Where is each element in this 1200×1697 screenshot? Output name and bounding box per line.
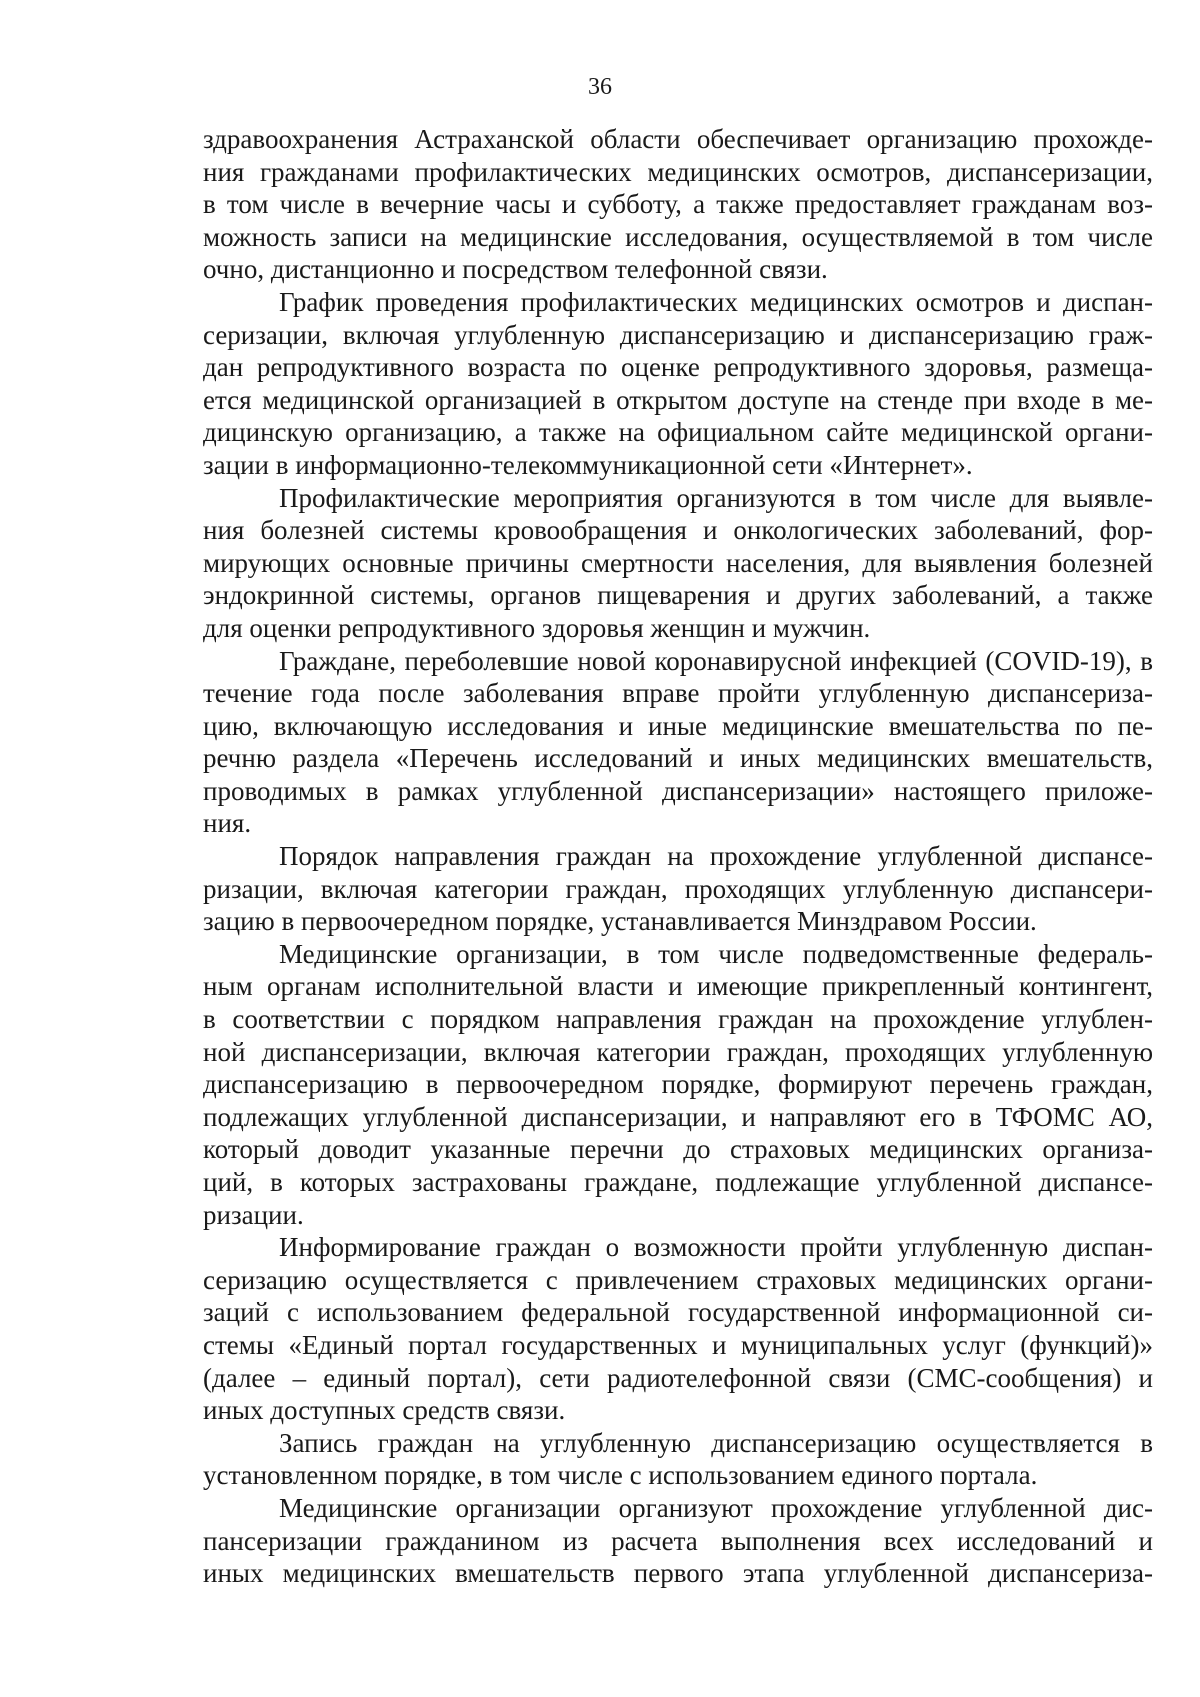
text-line: иных доступных средств связи.: [203, 1395, 566, 1426]
text-line: течение года после заболевания вправе пройти углубленную диспансериза-: [203, 678, 1153, 709]
text-line: который доводит указанные перечни до страховых медицинских организа-: [203, 1134, 1153, 1165]
text-line: проводимых в рамках углубленной диспансеризации» настоящего приложе-: [203, 775, 1153, 806]
text-line: речню раздела «Перечень исследований и иных медицинских вмешательств,: [203, 743, 1153, 774]
text-line: можность записи на медицинские исследования, осуществляемой в том числе: [203, 221, 1153, 252]
text-line: Порядок направления граждан на прохождение углубленной диспансе-: [279, 841, 1153, 872]
text-line: для оценки репродуктивного здоровья женщин и мужчин.: [203, 612, 871, 643]
paragraph: [203, 645, 1153, 841]
text-line: установленном порядке, в том числе с использованием единого портала.: [203, 1460, 1038, 1491]
text-line: диспансеризацию в первоочередном порядке, формируют перечень граждан,: [203, 1069, 1153, 1100]
text-line: в том числе в вечерние часы и субботу, а также предоставляет гражданам воз-: [203, 189, 1153, 220]
paragraph: [203, 840, 1153, 938]
text-line: ной диспансеризации, включая категории граждан, проходящих углубленную: [203, 1036, 1153, 1067]
text-line: Граждане, переболевшие новой коронавирусной инфекцией (COVID-19), в: [279, 645, 1153, 676]
page-number: 36: [588, 74, 612, 100]
text-line: дицинскую организацию, а также на официальном сайте медицинской органи-: [203, 417, 1153, 448]
text-line: ния гражданами профилактических медицинских осмотров, диспансеризации,: [203, 156, 1153, 187]
paragraph: [203, 123, 1153, 286]
text-line: заций с использованием федеральной государственной информационной си-: [203, 1297, 1153, 1328]
text-line: здравоохранения Астраханской области обеспечивает организацию прохожде-: [203, 124, 1153, 154]
text-line: серизацию осуществляется с привлечением страховых медицинских органи-: [203, 1264, 1153, 1295]
text-line: иных медицинских вмешательств первого этапа углубленной диспансериза-: [203, 1558, 1153, 1589]
paragraph: [203, 1231, 1153, 1427]
text-line: Информирование граждан о возможности пройти углубленную диспан-: [279, 1232, 1153, 1263]
text-line: График проведения профилактических медицинских осмотров и диспан-: [279, 286, 1153, 317]
text-line: Медицинские организации, в том числе подведомственные федераль-: [279, 938, 1153, 969]
paragraph: [203, 286, 1153, 482]
text-line: эндокринной системы, органов пищеварения и других заболеваний, а также: [203, 580, 1153, 611]
text-line: стемы «Единый портал государственных и муниципальных услуг (функций)»: [203, 1329, 1153, 1360]
text-line: (далее – единый портал), сети радиотелефонной связи (СМС-сообщения) и: [203, 1362, 1153, 1393]
text-line: ется медицинской организацией в открытом доступе на стенде при входе в ме-: [203, 384, 1153, 415]
text-line: ния болезней системы кровообращения и онкологических заболеваний, фор-: [203, 515, 1153, 546]
text-line: Запись граждан на углубленную диспансеризацию осуществляется в: [279, 1427, 1153, 1458]
text-line: Профилактические мероприятия организуются в том числе для выявле-: [279, 482, 1153, 513]
text-line: ций, в которых застрахованы граждане, подлежащие углубленной диспансе-: [203, 1167, 1153, 1197]
text-line: зацию в первоочередном порядке, устанавливается Минздравом России.: [203, 906, 1037, 937]
text-line: ризации.: [203, 1199, 304, 1230]
text-line: ния.: [203, 808, 252, 839]
text-line: в соответствии с порядком направления граждан на прохождение углублен-: [203, 1004, 1153, 1035]
text-line: подлежащих углубленной диспансеризации, и направляют его в ТФОМС АО,: [203, 1101, 1153, 1132]
paragraph: [203, 938, 1153, 1231]
text-line: цию, включающую исследования и иные медицинские вмешательства по пе-: [203, 710, 1153, 741]
paragraph: [203, 1492, 1153, 1590]
text-line: мирующих основные причины смертности населения, для выявления болезней: [203, 547, 1153, 578]
text-line: Медицинские организации организуют прохождение углубленной дис-: [279, 1492, 1153, 1523]
body-text: [203, 123, 1153, 1590]
text-line: ным органам исполнительной власти и имеющие прикрепленный контингент,: [203, 971, 1153, 1002]
text-line: дан репродуктивного возраста по оценке репродуктивного здоровья, размеща-: [203, 352, 1153, 383]
text-line: очно, дистанционно и посредством телефонной связи.: [203, 254, 828, 285]
text-line: ризации, включая категории граждан, проходящих углубленную диспансери-: [203, 873, 1153, 904]
paragraph: [203, 482, 1153, 645]
paragraph: [203, 1427, 1153, 1492]
text-line: пансеризации гражданином из расчета выполнения всех исследований и: [203, 1525, 1153, 1556]
text-line: серизации, включая углубленную диспансеризацию и диспансеризацию граж-: [203, 319, 1153, 350]
text-line: зации в информационно-телекоммуникационной сети «Интернет».: [203, 449, 973, 480]
